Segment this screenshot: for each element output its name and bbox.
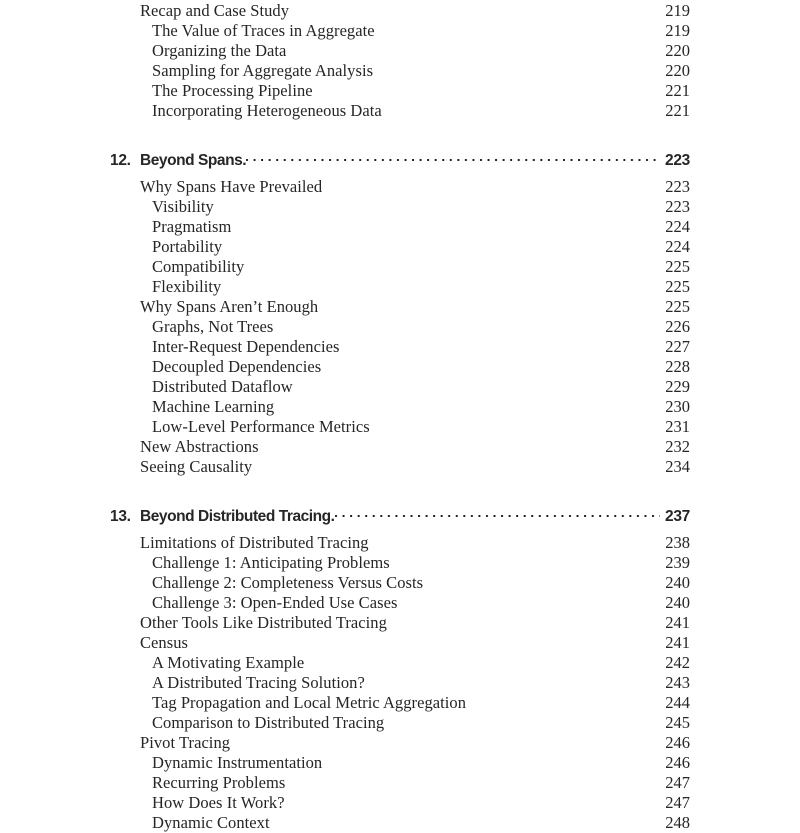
toc-entry-spacer bbox=[304, 648, 660, 668]
toc-entry-page-number: 219 bbox=[665, 21, 690, 40]
toc-entry-title: Recap and Case Study bbox=[140, 1, 290, 20]
toc-entry-title: Graphs, Not Trees bbox=[152, 317, 274, 336]
toc-entry-title: Distributed Dataflow bbox=[152, 377, 293, 396]
toc-entry-page-number: 230 bbox=[665, 397, 690, 416]
toc-entry-page-number: 226 bbox=[665, 317, 690, 336]
toc-chapter-title: Beyond Spans. bbox=[140, 152, 247, 169]
toc-entry-title: Challenge 1: Anticipating Problems bbox=[152, 553, 390, 572]
toc-entry-spacer bbox=[231, 212, 660, 232]
toc-entry[interactable] bbox=[110, 0, 690, 20]
toc-chapter-heading[interactable] bbox=[110, 501, 690, 523]
toc-entry-title: Seeing Causality bbox=[140, 457, 253, 476]
toc-entry-spacer bbox=[322, 748, 660, 768]
toc-entry-page-number: 246 bbox=[665, 733, 690, 752]
toc-entry[interactable] bbox=[110, 648, 690, 672]
toc-entry-title: Census bbox=[140, 633, 188, 652]
toc-entry-spacer bbox=[259, 432, 660, 452]
toc-entry-spacer bbox=[370, 412, 660, 432]
toc-entry-title: Other Tools Like Distributed Tracing bbox=[140, 613, 387, 632]
toc-entry-title: Limitations of Distributed Tracing bbox=[140, 533, 369, 552]
toc-entry-spacer bbox=[214, 192, 660, 212]
toc-group bbox=[110, 145, 690, 476]
toc-entry-spacer bbox=[230, 728, 660, 748]
toc-entry-page-number: 242 bbox=[665, 653, 690, 672]
toc-entry-title: Challenge 3: Open-Ended Use Cases bbox=[152, 593, 398, 612]
toc-entry-spacer bbox=[273, 312, 660, 332]
toc-entry-title: Tag Propagation and Local Metric Aggregation bbox=[152, 693, 466, 712]
toc-entry-page-number: 241 bbox=[665, 613, 690, 632]
toc-entry-title: The Processing Pipeline bbox=[152, 81, 313, 100]
toc-entry-spacer bbox=[285, 788, 660, 808]
toc-entry-spacer bbox=[382, 96, 660, 116]
toc-entry-title: Portability bbox=[152, 237, 223, 256]
toc-entry-spacer bbox=[373, 56, 660, 76]
toc-entry-title: Incorporating Heterogeneous Data bbox=[152, 101, 382, 120]
toc-entry-page-number: 246 bbox=[665, 753, 690, 772]
toc-entry-title: Compatibility bbox=[152, 257, 245, 276]
toc-entry-page-number: 229 bbox=[665, 377, 690, 396]
dot-leader bbox=[246, 145, 660, 165]
toc-entry-page-number: 244 bbox=[665, 693, 690, 712]
toc-entry-spacer bbox=[244, 252, 660, 272]
toc-entry-spacer bbox=[397, 588, 660, 608]
toc-entry-title: Recurring Problems bbox=[152, 773, 286, 792]
toc-entry-title: New Abstractions bbox=[140, 437, 259, 456]
toc-entry-spacer bbox=[318, 292, 660, 312]
toc-chapter-page-number: 223 bbox=[665, 152, 690, 169]
toc-chapter-page-number: 237 bbox=[665, 508, 690, 525]
toc-entry-spacer bbox=[384, 708, 660, 728]
toc-entry-title: Flexibility bbox=[152, 277, 222, 296]
toc-entry-page-number: 228 bbox=[665, 357, 690, 376]
toc-entry-spacer bbox=[285, 768, 660, 788]
toc-entry-page-number: 247 bbox=[665, 773, 690, 792]
toc-entry-spacer bbox=[289, 0, 660, 16]
toc-entry-spacer bbox=[466, 688, 660, 708]
toc-entry-page-number: 247 bbox=[665, 793, 690, 812]
toc-entry-title: A Distributed Tracing Solution? bbox=[152, 673, 365, 692]
toc-entry-spacer bbox=[222, 232, 660, 252]
toc-group bbox=[110, 0, 690, 120]
toc-entry-page-number: 225 bbox=[665, 297, 690, 316]
toc-entry-title: Visibility bbox=[152, 197, 214, 216]
toc-entry-page-number: 238 bbox=[665, 533, 690, 552]
toc-entry-title: Challenge 2: Completeness Versus Costs bbox=[152, 573, 424, 592]
toc-entry-spacer bbox=[274, 392, 660, 412]
toc-entry-title: Inter-Request Dependencies bbox=[152, 337, 340, 356]
toc-entry-title: Sampling for Aggregate Analysis bbox=[152, 61, 374, 80]
toc-entry-page-number: 239 bbox=[665, 553, 690, 572]
toc-entry-title: Low-Level Performance Metrics bbox=[152, 417, 370, 436]
toc-entry-page-number: 220 bbox=[665, 41, 690, 60]
toc-entry[interactable] bbox=[110, 528, 690, 552]
toc-entry-title: Organizing the Data bbox=[152, 41, 287, 60]
toc-entry-page-number: 248 bbox=[665, 813, 690, 832]
toc-entry-spacer bbox=[293, 372, 660, 392]
toc-entry-spacer bbox=[322, 172, 660, 192]
toc-entry-page-number: 232 bbox=[665, 437, 690, 456]
toc-entry-title: The Value of Traces in Aggregate bbox=[152, 21, 375, 40]
toc-chapter-title: Beyond Distributed Tracing. bbox=[140, 508, 335, 525]
toc-entry-spacer bbox=[321, 352, 660, 372]
toc-chapter-number: 13. bbox=[110, 508, 131, 525]
toc-entry-title: Decoupled Dependencies bbox=[152, 357, 322, 376]
toc-entry-page-number: 231 bbox=[665, 417, 690, 436]
toc-entry-title: Dynamic Instrumentation bbox=[152, 753, 323, 772]
toc-entry-page-number: 219 bbox=[665, 1, 690, 20]
toc-entry[interactable] bbox=[110, 628, 690, 652]
toc-entry-page-number: 221 bbox=[665, 101, 690, 120]
toc-entry-title: Comparison to Distributed Tracing bbox=[152, 713, 385, 732]
toc-entry-page-number: 227 bbox=[665, 337, 690, 356]
toc-entry-spacer bbox=[270, 808, 660, 828]
toc-chapter-number: 12. bbox=[110, 152, 131, 169]
toc-entry-spacer bbox=[252, 452, 660, 472]
toc-entry-page-number: 224 bbox=[665, 217, 690, 236]
toc-entry-page-number: 225 bbox=[665, 257, 690, 276]
toc-entry-page-number: 241 bbox=[665, 633, 690, 652]
toc-entry-title: Why Spans Aren’t Enough bbox=[140, 297, 319, 316]
toc-entry-spacer bbox=[286, 36, 660, 56]
toc-entry-spacer bbox=[423, 568, 660, 588]
toc-entry-page-number: 220 bbox=[665, 61, 690, 80]
toc-entry-spacer bbox=[365, 668, 660, 688]
toc-group bbox=[110, 501, 690, 832]
toc-entry[interactable] bbox=[110, 172, 690, 196]
toc-entry-spacer bbox=[390, 548, 660, 568]
toc-entry-page-number: 245 bbox=[665, 713, 690, 732]
toc-entry-title: A Motivating Example bbox=[152, 653, 305, 672]
toc-entry-spacer bbox=[313, 76, 660, 96]
toc-entry-spacer bbox=[188, 628, 660, 648]
toc-entry-title: Pivot Tracing bbox=[140, 733, 231, 752]
toc-entry-title: Machine Learning bbox=[152, 397, 275, 416]
toc-entry-page-number: 223 bbox=[665, 177, 690, 196]
toc-entry-spacer bbox=[375, 16, 660, 36]
toc-entry-list bbox=[110, 0, 690, 832]
toc-entry-page-number: 240 bbox=[665, 573, 690, 592]
toc-entry-title: How Does It Work? bbox=[152, 793, 285, 812]
toc-entry-title: Pragmatism bbox=[152, 217, 232, 236]
toc-entry-title: Dynamic Context bbox=[152, 813, 270, 832]
toc-entry-page-number: 224 bbox=[665, 237, 690, 256]
toc-entry-page-number: 243 bbox=[665, 673, 690, 692]
toc-entry-spacer bbox=[387, 608, 660, 628]
toc-entry-page-number: 234 bbox=[665, 457, 690, 476]
toc-entry-page-number: 225 bbox=[665, 277, 690, 296]
toc-entry-spacer bbox=[339, 332, 660, 352]
toc-chapter-heading[interactable] bbox=[110, 145, 690, 167]
toc-entry-page-number: 240 bbox=[665, 593, 690, 612]
toc-entry-title: Why Spans Have Prevailed bbox=[140, 177, 323, 196]
toc-entry-page-number: 221 bbox=[665, 81, 690, 100]
toc-entry-spacer bbox=[221, 272, 660, 292]
toc-entry-page-number: 223 bbox=[665, 197, 690, 216]
dot-leader bbox=[335, 501, 660, 521]
toc-entry-spacer bbox=[369, 528, 660, 548]
